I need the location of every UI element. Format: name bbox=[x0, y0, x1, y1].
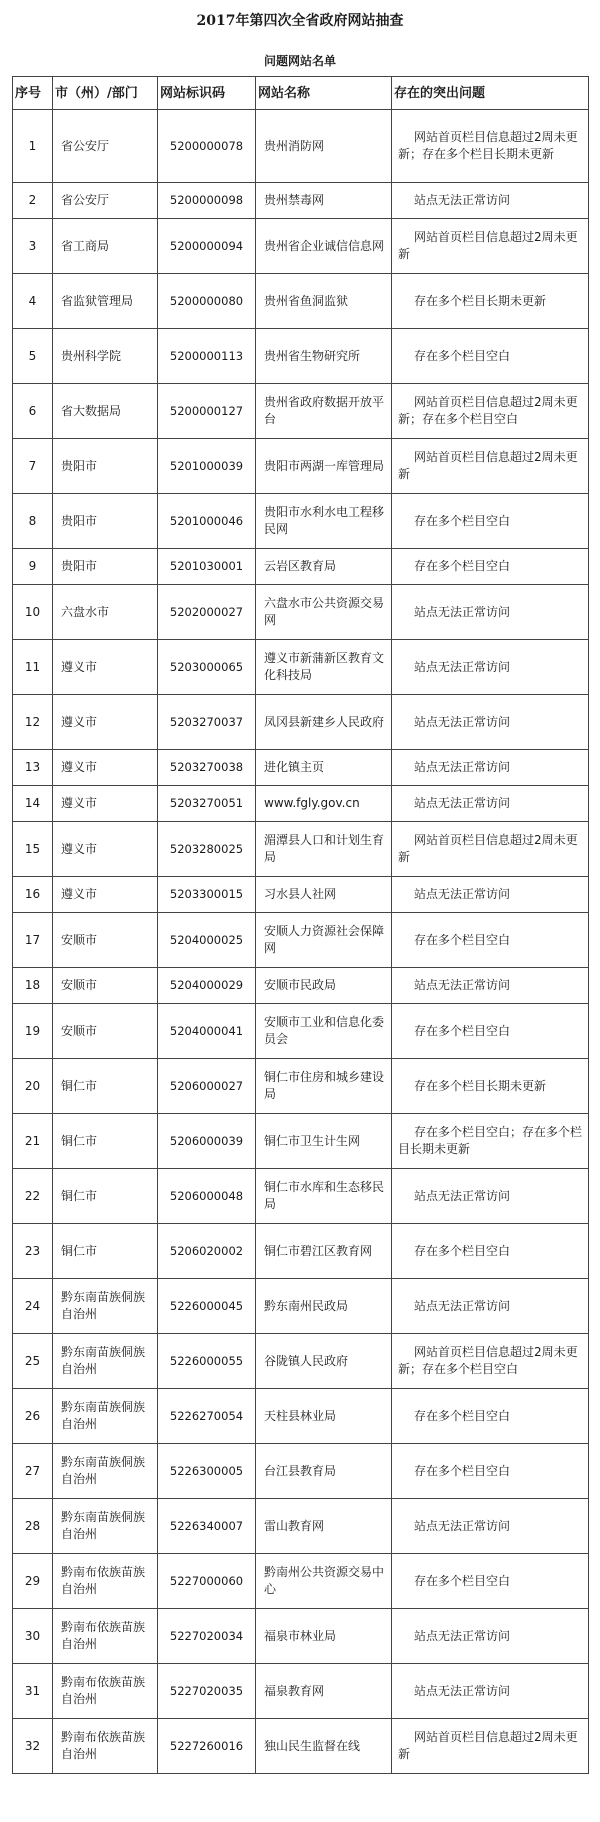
header-issues: 存在的突出问题 bbox=[392, 77, 589, 110]
row-issues: 站点无法正常访问 bbox=[392, 1169, 589, 1224]
row-site-code: 5227000060 bbox=[158, 1554, 256, 1609]
header-site-name: 网站名称 bbox=[256, 77, 392, 110]
table-row bbox=[13, 750, 589, 786]
row-department: 安顺市 bbox=[53, 1004, 158, 1059]
row-site-code: 5200000080 bbox=[158, 274, 256, 329]
problem-websites-table bbox=[12, 76, 589, 1774]
row-site-name: 福泉教育网 bbox=[256, 1664, 392, 1719]
row-site-name: 贵阳市两湖一库管理局 bbox=[256, 439, 392, 494]
row-site-name: 贵阳市水利水电工程移民网 bbox=[256, 494, 392, 549]
row-site-code: 5200000094 bbox=[158, 219, 256, 274]
row-site-name: 贵州消防网 bbox=[256, 110, 392, 183]
row-issues: 站点无法正常访问 bbox=[392, 183, 589, 219]
row-department: 黔东南苗族侗族自治州 bbox=[53, 1389, 158, 1444]
row-site-code: 5204000041 bbox=[158, 1004, 256, 1059]
row-site-code: 5227260016 bbox=[158, 1719, 256, 1774]
row-issues: 存在多个栏目空白 bbox=[392, 1444, 589, 1499]
row-site-code: 5203270038 bbox=[158, 750, 256, 786]
row-department: 黔南布依族苗族自治州 bbox=[53, 1719, 158, 1774]
row-site-code: 5227020034 bbox=[158, 1609, 256, 1664]
row-site-name: 独山民生监督在线 bbox=[256, 1719, 392, 1774]
row-index: 20 bbox=[13, 1059, 53, 1114]
table-row bbox=[13, 1004, 589, 1059]
table-row bbox=[13, 1059, 589, 1114]
row-site-name: 贵州省政府数据开放平台 bbox=[256, 384, 392, 439]
row-issues: 存在多个栏目空白；存在多个栏目长期未更新 bbox=[392, 1114, 589, 1169]
table-row bbox=[13, 110, 589, 183]
row-index: 32 bbox=[13, 1719, 53, 1774]
table-row bbox=[13, 329, 589, 384]
table-row bbox=[13, 1279, 589, 1334]
row-index: 21 bbox=[13, 1114, 53, 1169]
row-site-name: 安顺市工业和信息化委员会 bbox=[256, 1004, 392, 1059]
row-index: 5 bbox=[13, 329, 53, 384]
row-issues: 站点无法正常访问 bbox=[392, 1664, 589, 1719]
row-site-name: 云岩区教育局 bbox=[256, 549, 392, 585]
row-department: 贵州科学院 bbox=[53, 329, 158, 384]
row-index: 22 bbox=[13, 1169, 53, 1224]
row-department: 省监狱管理局 bbox=[53, 274, 158, 329]
table-row bbox=[13, 1169, 589, 1224]
row-site-code: 5201030001 bbox=[158, 549, 256, 585]
row-index: 8 bbox=[13, 494, 53, 549]
row-issues: 存在多个栏目长期未更新 bbox=[392, 274, 589, 329]
row-issues: 网站首页栏目信息超过2周未更新 bbox=[392, 219, 589, 274]
row-issues: 网站首页栏目信息超过2周未更新；存在多个栏目空白 bbox=[392, 1334, 589, 1389]
row-index: 26 bbox=[13, 1389, 53, 1444]
row-site-name: 黔南州公共资源交易中心 bbox=[256, 1554, 392, 1609]
row-site-name: 铜仁市水库和生态移民局 bbox=[256, 1169, 392, 1224]
row-site-code: 5227020035 bbox=[158, 1664, 256, 1719]
table-row bbox=[13, 183, 589, 219]
row-issues: 存在多个栏目长期未更新 bbox=[392, 1059, 589, 1114]
row-site-code: 5200000127 bbox=[158, 384, 256, 439]
row-department: 省工商局 bbox=[53, 219, 158, 274]
row-department: 安顺市 bbox=[53, 968, 158, 1004]
row-index: 14 bbox=[13, 786, 53, 822]
table-row bbox=[13, 877, 589, 913]
document-subtitle: 问题网站名单 bbox=[263, 54, 336, 68]
row-issues: 存在多个栏目空白 bbox=[392, 494, 589, 549]
row-department: 铜仁市 bbox=[53, 1169, 158, 1224]
row-index: 23 bbox=[13, 1224, 53, 1279]
row-site-name: 湄潭县人口和计划生育局 bbox=[256, 822, 392, 877]
row-index: 25 bbox=[13, 1334, 53, 1389]
row-site-name: 铜仁市卫生计生网 bbox=[256, 1114, 392, 1169]
row-department: 遵义市 bbox=[53, 877, 158, 913]
row-site-name: 贵州省生物研究所 bbox=[256, 329, 392, 384]
table-row bbox=[13, 549, 589, 585]
row-issues: 站点无法正常访问 bbox=[392, 877, 589, 913]
row-issues: 站点无法正常访问 bbox=[392, 786, 589, 822]
table-row bbox=[13, 786, 589, 822]
row-index: 10 bbox=[13, 585, 53, 640]
row-index: 12 bbox=[13, 695, 53, 750]
row-site-code: 5204000025 bbox=[158, 913, 256, 968]
row-index: 9 bbox=[13, 549, 53, 585]
row-site-name: 进化镇主页 bbox=[256, 750, 392, 786]
row-department: 黔南布依族苗族自治州 bbox=[53, 1609, 158, 1664]
row-index: 6 bbox=[13, 384, 53, 439]
table-row bbox=[13, 1444, 589, 1499]
table-row bbox=[13, 1334, 589, 1389]
row-site-code: 5203270037 bbox=[158, 695, 256, 750]
row-department: 黔东南苗族侗族自治州 bbox=[53, 1334, 158, 1389]
row-site-code: 5206020002 bbox=[158, 1224, 256, 1279]
row-department: 黔东南苗族侗族自治州 bbox=[53, 1279, 158, 1334]
row-index: 3 bbox=[13, 219, 53, 274]
row-department: 贵阳市 bbox=[53, 439, 158, 494]
row-site-code: 5226270054 bbox=[158, 1389, 256, 1444]
row-index: 15 bbox=[13, 822, 53, 877]
row-site-code: 5203000065 bbox=[158, 640, 256, 695]
table-body bbox=[13, 110, 589, 1774]
table-row bbox=[13, 439, 589, 494]
row-issues: 站点无法正常访问 bbox=[392, 1279, 589, 1334]
row-index: 1 bbox=[13, 110, 53, 183]
table-row bbox=[13, 274, 589, 329]
row-issues: 站点无法正常访问 bbox=[392, 585, 589, 640]
header-index: 序号 bbox=[13, 77, 53, 110]
row-site-name: 天柱县林业局 bbox=[256, 1389, 392, 1444]
row-site-name: 安顺市民政局 bbox=[256, 968, 392, 1004]
row-issues: 存在多个栏目空白 bbox=[392, 1224, 589, 1279]
header-department: 市（州）/部门 bbox=[53, 77, 158, 110]
row-department: 贵阳市 bbox=[53, 494, 158, 549]
document-title: 2017年第四次全省政府网站抽查 bbox=[196, 13, 404, 29]
row-issues: 站点无法正常访问 bbox=[392, 750, 589, 786]
row-issues: 站点无法正常访问 bbox=[392, 640, 589, 695]
row-site-code: 5203300015 bbox=[158, 877, 256, 913]
row-department: 黔南布依族苗族自治州 bbox=[53, 1664, 158, 1719]
row-issues: 站点无法正常访问 bbox=[392, 695, 589, 750]
row-site-code: 5204000029 bbox=[158, 968, 256, 1004]
row-index: 4 bbox=[13, 274, 53, 329]
row-department: 铜仁市 bbox=[53, 1059, 158, 1114]
row-department: 黔东南苗族侗族自治州 bbox=[53, 1444, 158, 1499]
row-site-code: 5200000098 bbox=[158, 183, 256, 219]
table-row bbox=[13, 1719, 589, 1774]
row-site-name: 遵义市新蒲新区教育文化科技局 bbox=[256, 640, 392, 695]
row-site-name: 雷山教育网 bbox=[256, 1499, 392, 1554]
table-row bbox=[13, 1114, 589, 1169]
table-row bbox=[13, 1224, 589, 1279]
row-site-code: 5226000055 bbox=[158, 1334, 256, 1389]
row-index: 28 bbox=[13, 1499, 53, 1554]
row-site-code: 5201000046 bbox=[158, 494, 256, 549]
table-header-row bbox=[13, 77, 589, 110]
table-row bbox=[13, 1389, 589, 1444]
row-issues: 存在多个栏目空白 bbox=[392, 1554, 589, 1609]
table-row bbox=[13, 1554, 589, 1609]
row-index: 2 bbox=[13, 183, 53, 219]
row-site-code: 5226000045 bbox=[158, 1279, 256, 1334]
row-issues: 存在多个栏目空白 bbox=[392, 1004, 589, 1059]
row-site-name: www.fgly.gov.cn bbox=[256, 786, 392, 822]
table-row bbox=[13, 913, 589, 968]
row-department: 遵义市 bbox=[53, 695, 158, 750]
row-site-name: 凤冈县新建乡人民政府 bbox=[256, 695, 392, 750]
table-row bbox=[13, 384, 589, 439]
row-issues: 存在多个栏目空白 bbox=[392, 549, 589, 585]
row-index: 7 bbox=[13, 439, 53, 494]
row-department: 安顺市 bbox=[53, 913, 158, 968]
table-row bbox=[13, 695, 589, 750]
row-site-code: 5200000113 bbox=[158, 329, 256, 384]
row-department: 铜仁市 bbox=[53, 1114, 158, 1169]
row-site-name: 铜仁市碧江区教育网 bbox=[256, 1224, 392, 1279]
table-row bbox=[13, 219, 589, 274]
header-site-code: 网站标识码 bbox=[158, 77, 256, 110]
table-row bbox=[13, 968, 589, 1004]
row-index: 11 bbox=[13, 640, 53, 695]
row-index: 24 bbox=[13, 1279, 53, 1334]
row-index: 31 bbox=[13, 1664, 53, 1719]
table-row bbox=[13, 1609, 589, 1664]
row-issues: 站点无法正常访问 bbox=[392, 1609, 589, 1664]
row-index: 13 bbox=[13, 750, 53, 786]
row-department: 黔东南苗族侗族自治州 bbox=[53, 1499, 158, 1554]
row-index: 27 bbox=[13, 1444, 53, 1499]
row-department: 省大数据局 bbox=[53, 384, 158, 439]
row-issues: 存在多个栏目空白 bbox=[392, 913, 589, 968]
row-site-name: 谷陇镇人民政府 bbox=[256, 1334, 392, 1389]
row-issues: 站点无法正常访问 bbox=[392, 968, 589, 1004]
table-row bbox=[13, 585, 589, 640]
row-department: 六盘水市 bbox=[53, 585, 158, 640]
row-department: 遵义市 bbox=[53, 822, 158, 877]
row-issues: 存在多个栏目空白 bbox=[392, 1389, 589, 1444]
row-site-name: 贵州禁毒网 bbox=[256, 183, 392, 219]
row-site-name: 台江县教育局 bbox=[256, 1444, 392, 1499]
row-issues: 网站首页栏目信息超过2周未更新 bbox=[392, 439, 589, 494]
row-site-code: 5226300005 bbox=[158, 1444, 256, 1499]
row-index: 19 bbox=[13, 1004, 53, 1059]
row-site-name: 六盘水市公共资源交易网 bbox=[256, 585, 392, 640]
row-issues: 网站首页栏目信息超过2周未更新；存在多个栏目空白 bbox=[392, 384, 589, 439]
row-department: 遵义市 bbox=[53, 640, 158, 695]
row-site-code: 5206000039 bbox=[158, 1114, 256, 1169]
row-index: 30 bbox=[13, 1609, 53, 1664]
row-site-name: 黔东南州民政局 bbox=[256, 1279, 392, 1334]
row-index: 29 bbox=[13, 1554, 53, 1609]
row-site-code: 5203280025 bbox=[158, 822, 256, 877]
row-index: 18 bbox=[13, 968, 53, 1004]
row-site-code: 5226340007 bbox=[158, 1499, 256, 1554]
row-site-name: 习水县人社网 bbox=[256, 877, 392, 913]
table-row bbox=[13, 822, 589, 877]
row-department: 铜仁市 bbox=[53, 1224, 158, 1279]
row-department: 遵义市 bbox=[53, 750, 158, 786]
table-row bbox=[13, 640, 589, 695]
row-site-name: 贵州省企业诚信信息网 bbox=[256, 219, 392, 274]
row-issues: 站点无法正常访问 bbox=[392, 1499, 589, 1554]
table-row bbox=[13, 494, 589, 549]
row-issues: 网站首页栏目信息超过2周未更新 bbox=[392, 822, 589, 877]
row-site-code: 5203270051 bbox=[158, 786, 256, 822]
row-index: 16 bbox=[13, 877, 53, 913]
row-department: 遵义市 bbox=[53, 786, 158, 822]
row-issues: 网站首页栏目信息超过2周未更新；存在多个栏目长期未更新 bbox=[392, 110, 589, 183]
row-issues: 存在多个栏目空白 bbox=[392, 329, 589, 384]
row-issues: 网站首页栏目信息超过2周未更新 bbox=[392, 1719, 589, 1774]
row-site-code: 5200000078 bbox=[158, 110, 256, 183]
row-department: 省公安厅 bbox=[53, 183, 158, 219]
row-department: 省公安厅 bbox=[53, 110, 158, 183]
row-site-code: 5206000048 bbox=[158, 1169, 256, 1224]
row-department: 黔南布依族苗族自治州 bbox=[53, 1554, 158, 1609]
row-site-name: 贵州省鱼洞监狱 bbox=[256, 274, 392, 329]
row-site-name: 铜仁市住房和城乡建设局 bbox=[256, 1059, 392, 1114]
table-row bbox=[13, 1664, 589, 1719]
table-row bbox=[13, 1499, 589, 1554]
row-site-name: 福泉市林业局 bbox=[256, 1609, 392, 1664]
row-site-code: 5206000027 bbox=[158, 1059, 256, 1114]
row-department: 贵阳市 bbox=[53, 549, 158, 585]
row-site-code: 5201000039 bbox=[158, 439, 256, 494]
row-index: 17 bbox=[13, 913, 53, 968]
row-site-code: 5202000027 bbox=[158, 585, 256, 640]
row-site-name: 安顺人力资源社会保障网 bbox=[256, 913, 392, 968]
